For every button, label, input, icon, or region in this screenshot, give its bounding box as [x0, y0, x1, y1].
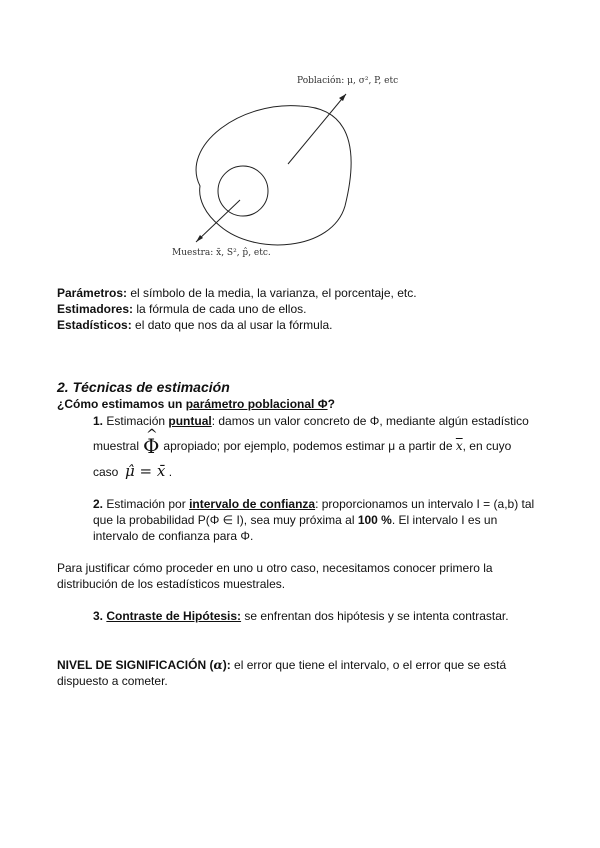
population-label: Población: μ, σ², P, etc [297, 76, 399, 86]
item3: 3. Contraste de Hipótesis: se enfrentan dos hipótesis y se intenta contrastar. [93, 609, 509, 623]
population-sample-diagram [160, 66, 440, 266]
question: ¿Cómo estimamos un parámetro poblacional Φ? [57, 397, 335, 411]
paragraph-line2: distribución de los estadísticos muestrales. [57, 577, 286, 591]
def-estadisticos: Estadísticos: el dato que nos da al usar la fórmula. [57, 318, 333, 332]
definitions [57, 285, 417, 333]
nivel-line2: dispuesto a cometer. [57, 674, 168, 688]
sample-label: Muestra: x̄, S², p̂, etc. [172, 248, 271, 258]
def-estimadores: Estimadores: la fórmula de cada uno de ellos. [57, 302, 307, 316]
sample-arrow [196, 200, 240, 242]
section-title: 2. Técnicas de estimación [57, 379, 230, 395]
sample-circle [218, 166, 268, 216]
item2-line3: intervalo de confianza para Φ. [93, 529, 254, 543]
phi-hat-symbol: ^ Φ [143, 438, 159, 454]
item1-line2: muestral ^ Φ apropiado; por ejemplo, podemos estimar μ a partir de $\overline{x}$, en cuyo [93, 438, 511, 454]
paragraph-line1: Para justificar cómo proceder en uno u otro caso, necesitamos conocer primero la [57, 561, 493, 575]
item1-line1: 1. Estimación puntual: damos un valor concreto de Φ, mediante algún estadístico [93, 414, 529, 428]
population-arrow [288, 94, 346, 164]
nivel-line1: NIVEL DE SIGNIFICACIÓN (α): el error que tiene el intervalo, o el error que se está [57, 658, 507, 672]
item2-line2: que la probabilidad P(Φ ∈ I), sea muy próxima al 100 %. El intervalo I es un [93, 513, 498, 527]
item2-line1: 2. Estimación por intervalo de confianza: proporcionamos un intervalo I = (a,b) tal [93, 497, 535, 511]
item1-line3: caso μ̂ = x̄ . [93, 462, 173, 480]
estimator-formula: μ̂ = x̄ [125, 462, 166, 480]
population-ellipse [196, 106, 351, 245]
def-parametros: Parámetros: el símbolo de la media, la varianza, el porcentaje, etc. [57, 286, 417, 300]
